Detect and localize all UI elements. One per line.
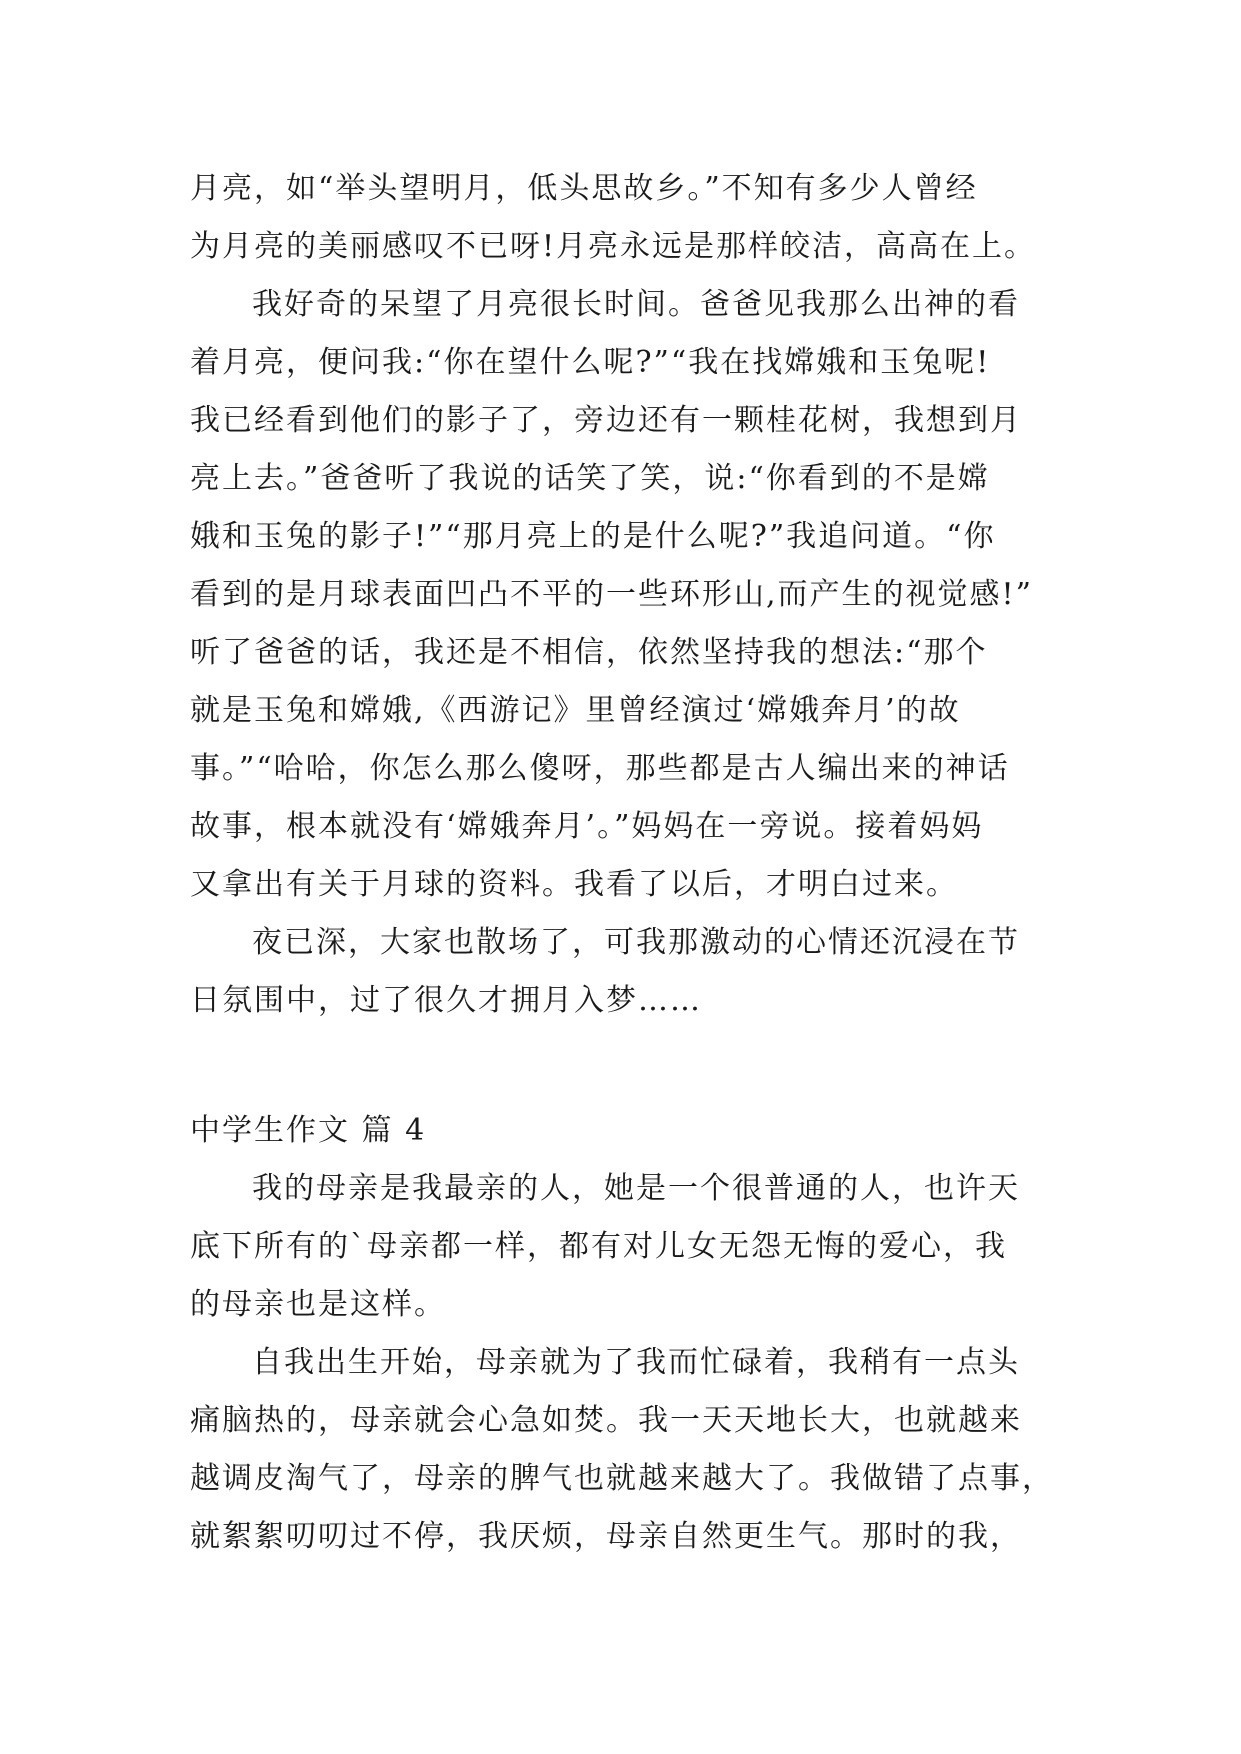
text-line: 故事，根本就没有‘嫦娥奔月’。”妈妈在一旁说。接着妈妈 xyxy=(190,809,984,844)
text-line: 事。”“哈哈，你怎么那么傻呀，那些都是古人编出来的神话 xyxy=(190,751,1010,786)
paragraph xyxy=(190,1334,1070,1566)
paragraph xyxy=(190,276,1070,914)
text-line: 我好奇的呆望了月亮很长时间。爸爸见我那么出神的看 xyxy=(252,287,1020,322)
text-line: 我已经看到他们的影子了，旁边还有一颗桂花树，我想到月 xyxy=(190,403,1022,438)
paragraph xyxy=(190,160,1070,276)
text-line: 就是玉兔和嫦娥,《西游记》里曾经演过‘嫦娥奔月’的故 xyxy=(190,693,961,728)
paragraph xyxy=(190,914,1070,1030)
text-line: 我的母亲是我最亲的人，她是一个很普通的人，也许天 xyxy=(252,1171,1020,1206)
section-heading: 中学生作文 篇 4 xyxy=(190,1113,427,1148)
document-page xyxy=(190,160,1070,1566)
paragraph xyxy=(190,1160,1070,1334)
text-line: 为月亮的美丽感叹不已呀!月亮永远是那样皎洁，高高在上。 xyxy=(190,229,1037,264)
text-line: 娥和玉兔的影子!”“那月亮上的是什么呢?”我追问道。“你 xyxy=(190,519,996,554)
text-line: 痛脑热的，母亲就会心急如焚。我一天天地长大，也就越来 xyxy=(190,1403,1022,1438)
text-line: 就絮絮叨叨过不停，我厌烦，母亲自然更生气。那时的我， xyxy=(190,1519,1022,1554)
text-line: 的母亲也是这样。 xyxy=(190,1287,446,1322)
text-line: 自我出生开始，母亲就为了我而忙碌着，我稍有一点头 xyxy=(252,1345,1020,1380)
text-line: 亮上去。”爸爸听了我说的话笑了笑，说:“你看到的不是嫦 xyxy=(190,461,990,496)
text-line: 看到的是月球表面凹凸不平的一些环形山,而产生的视觉感!” xyxy=(190,577,1033,612)
text-line: 夜已深，大家也散场了，可我那激动的心情还沉浸在节 xyxy=(252,925,1020,960)
text-line: 着月亮，便问我:“你在望什么呢?”“我在找嫦娥和玉兔呢! xyxy=(190,345,991,380)
text-line: 越调皮淘气了，母亲的脾气也就越来越大了。我做错了点事， xyxy=(190,1461,1054,1496)
text-line: 底下所有的`母亲都一样，都有对儿女无怨无悔的爱心，我 xyxy=(190,1229,1007,1264)
section-spacer xyxy=(190,1030,1070,1102)
text-line: 听了爸爸的话，我还是不相信，依然坚持我的想法:“那个 xyxy=(190,635,988,670)
text-line: 月亮，如“举头望明月，低头思故乡。”不知有多少人曾经 xyxy=(190,171,978,206)
text-line: 日氛围中，过了很久才拥月入梦…… xyxy=(190,983,702,1018)
text-line: 又拿出有关于月球的资料。我看了以后，才明白过来。 xyxy=(190,867,958,902)
